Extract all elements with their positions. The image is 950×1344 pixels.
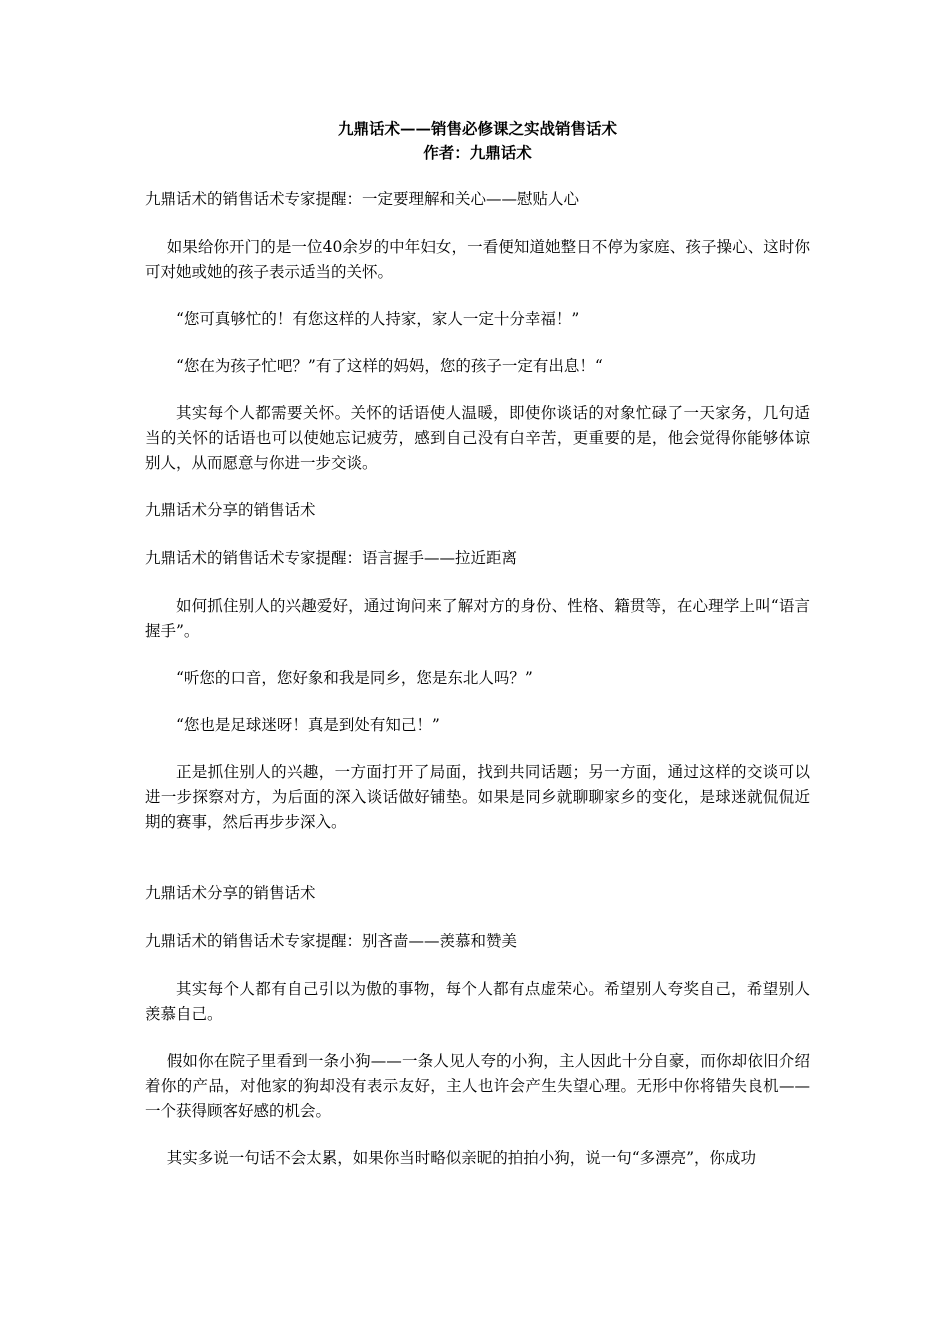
quote-paragraph: “您在为孩子忙吧？”有了这样的妈妈，您的孩子一定有出息！“ xyxy=(176,357,603,375)
document-title: 九鼎话术——销售必修课之实战销售话术 xyxy=(337,119,617,138)
paragraph: 假如你在院子里看到一条小狗——一条人见人夸的小狗，主人因此十分自豪，而你却依旧介绍着你的产品，对他家的狗却没有表示友好，主人也许会产生失望心理。无形中你将错失良机——一个获得顾客好感的机会。 xyxy=(145,1052,810,1120)
quote-paragraph: “您可真够忙的！有您这样的人持家，家人一定十分幸福！” xyxy=(176,310,580,328)
quote-paragraph: “您也是足球迷呀！真是到处有知己！” xyxy=(176,716,440,734)
paragraph: 正是抓住别人的兴趣，一方面打开了局面，找到共同话题；另一方面，通过这样的交谈可以进一步探察对方，为后面的深入谈话做好铺垫。如果是同乡就聊聊家乡的变化，是球迷就侃侃近期的赛事，然后再步步深入。 xyxy=(145,763,810,831)
quote-paragraph: “听您的口音，您好象和我是同乡，您是东北人吗？” xyxy=(176,669,533,687)
paragraph: 其实每个人都有自己引以为傲的事物，每个人都有点虚荣心。希望别人夸奖自己，希望别人羡慕自己。 xyxy=(145,980,810,1023)
author-line: 作者：九鼎话术 xyxy=(423,143,532,162)
section-label: 九鼎话术分享的销售话术 xyxy=(145,501,316,519)
paragraph: 其实每个人都需要关怀。关怀的话语使人温暖，即使你谈话的对象忙碌了一天家务，几句适当的关怀的话语也可以使她忘记疲劳，感到自己没有白辛苦，更重要的是，他会觉得你能够体谅别人，从而愿意与你进一步交谈。 xyxy=(145,404,810,472)
document-page xyxy=(145,117,810,1193)
section-heading-care: 九鼎话术的销售话术专家提醒：一定要理解和关心——慰贴人心 xyxy=(145,190,580,208)
paragraph: 如果给你开门的是一位40余岁的中年妇女，一看便知道她整日不停为家庭、孩子操心、这时你可对她或她的孩子表示适当的关怀。 xyxy=(145,238,810,281)
section-heading-handshake: 九鼎话术的销售话术专家提醒：语言握手——拉近距离 xyxy=(145,549,518,567)
section-heading-praise: 九鼎话术的销售话术专家提醒：别吝啬——羡慕和赞美 xyxy=(145,932,518,950)
section-label: 九鼎话术分享的销售话术 xyxy=(145,884,316,902)
paragraph: 如何抓住别人的兴趣爱好，通过询问来了解对方的身份、性格、籍贯等，在心理学上叫“语言握手”。 xyxy=(145,597,810,640)
paragraph: 其实多说一句话不会太累，如果你当时略似亲昵的拍拍小狗，说一句“多漂亮”，你成功 xyxy=(166,1149,757,1167)
